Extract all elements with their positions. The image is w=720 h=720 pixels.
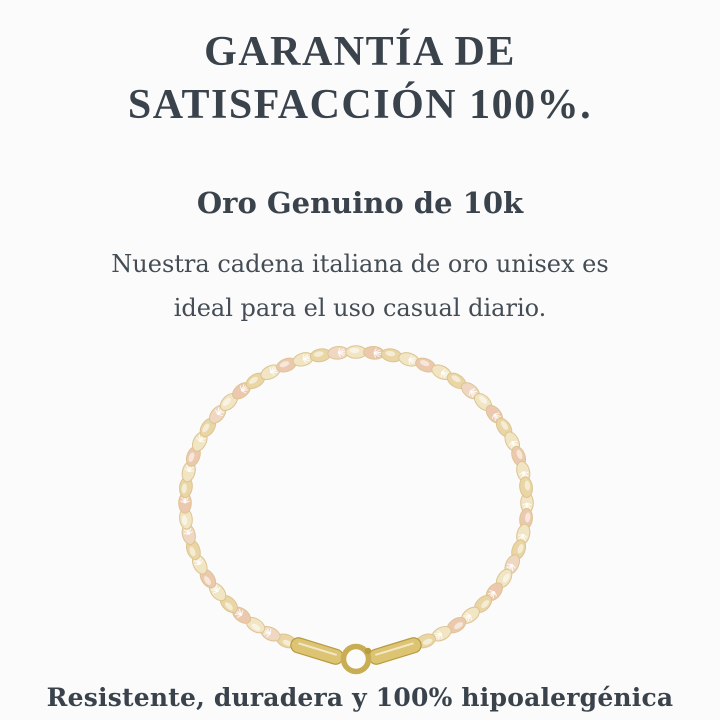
description-line-1: Nuestra cadena italiana de oro unisex es [111, 249, 609, 278]
page-title [128, 26, 592, 132]
product-description [111, 242, 608, 331]
subtitle: Oro Genuino de 10k [196, 185, 524, 220]
footer-tagline: Resistente, duradera y 100% hipoalergénica [46, 682, 674, 712]
title-line-1: GARANTÍA DE [204, 29, 516, 75]
gold-chain-bracelet-illustration [145, 345, 575, 681]
description-line-2: ideal para el uso casual diario. [173, 294, 547, 323]
title-line-2: SATISFACCIÓN 100%. [127, 81, 593, 128]
bracelet-photo [145, 345, 575, 681]
